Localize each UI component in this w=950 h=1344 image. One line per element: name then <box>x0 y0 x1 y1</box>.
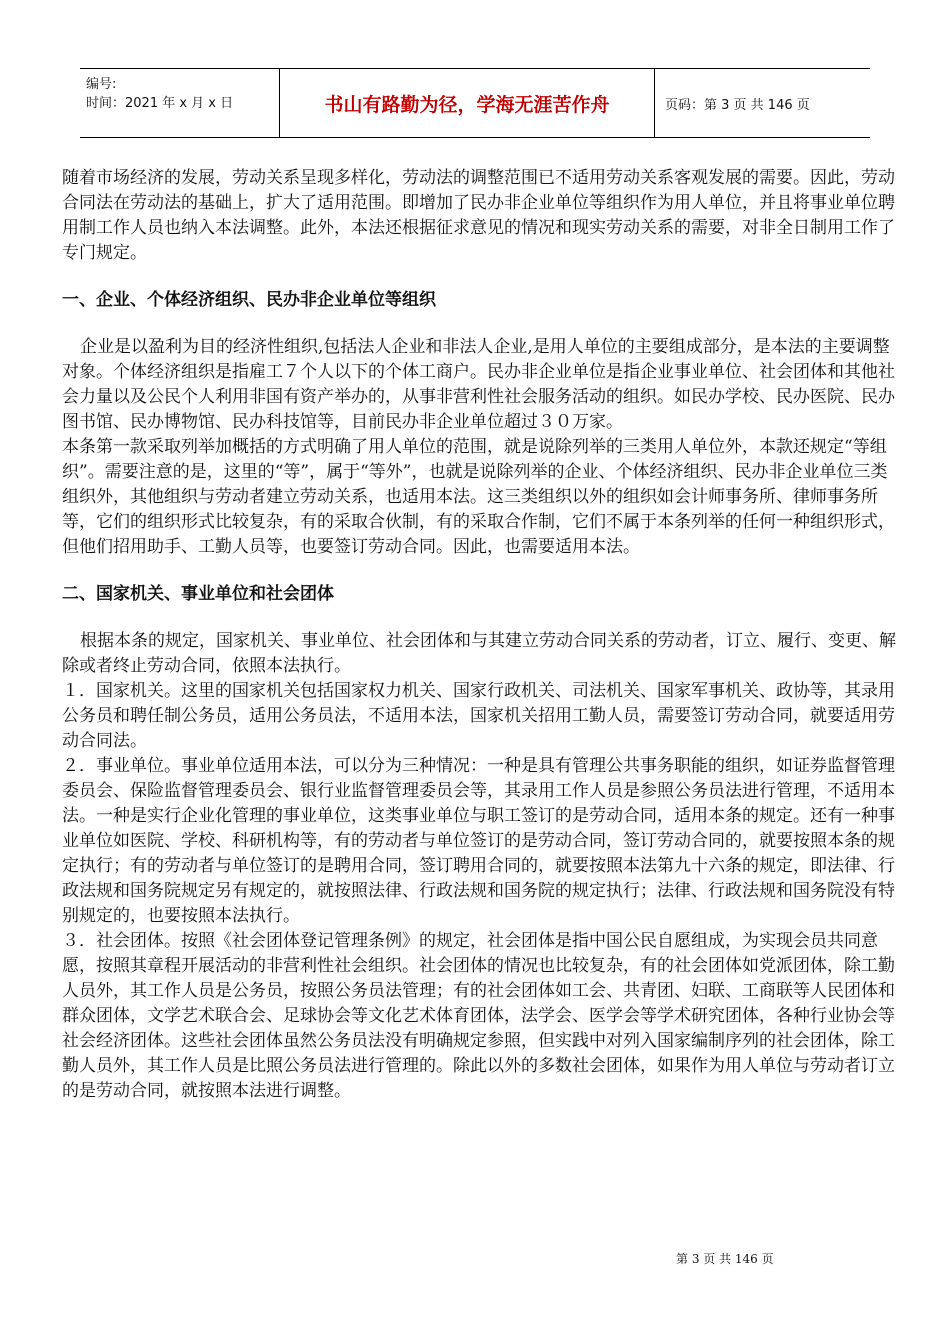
section-2-paragraph-1: 根据本条的规定，国家机关、事业单位、社会团体和与其建立劳动合同关系的劳动者，订立、履行、变更、解除或者终止劳动合同，依照本法执行。 <box>62 631 896 676</box>
intro-paragraph: 随着市场经济的发展，劳动关系呈现多样化，劳动法的调整范围已不适用劳动关系客观发展的需要。因此，劳动合同法在劳动法的基础上，扩大了适用范围。即增加了民办非企业单位等组织作为用人单位，并且将事业单位聘用制工作人员也纳入本法调整。此外，本法还根据征求意见的情况和现实劳动关系的需要，对非全日制用工作了专门规定。 <box>62 168 895 263</box>
header-meta <box>80 69 280 137</box>
time-label: 时间：2021 年 x 月 x 日 <box>86 96 234 111</box>
header-page-info: 页码：第 3 页 共 146 页 <box>665 97 810 113</box>
page-footer: 第 3 页 共 146 页 <box>676 1252 774 1266</box>
section-1-paragraph-1: 企业是以盈利为目的经济性组织,包括法人企业和非法人企业,是用人单位的主要组成部分，是本法的主要调整对象。个体经济组织是指雇工７个人以下的个体工商户。民办非企业单位是指企业事业单位、社会团体和其他社会力量以及公民个人利用非国有资产举办的，从事非营利性社会服务活动的组织。如民办学校、民办医院、民办图书馆、民办博物馆、民办科技馆等，目前民办非企业单位超过３０万家。 <box>62 337 895 432</box>
code-label: 编号: <box>86 77 117 92</box>
section-2-heading: 二、国家机关、事业单位和社会团体 <box>62 584 334 604</box>
section-1-heading: 一、企业、个体经济组织、民办非企业单位等组织 <box>62 290 436 310</box>
section-2-item-3: ３．社会团体。按照《社会团体登记管理条例》的规定，社会团体是指中国公民自愿组成，为实现会员共同意愿，按照其章程开展活动的非营利性社会组织。社会团体的情况也比较复杂，有的社会团体如党派团体，除工勤人员外，其工作人员是公务员，按照公务员法管理；有的社会团体如工会、共青团、妇联、工商联等人民团体和群众团体，文学艺术联合会、足球协会等文化艺术体育团体，法学会、医学会等学术研究团体，各种行业协会等社会经济团体。这些社会团体虽然公务员法没有明确规定参照，但实践中对列入国家编制序列的社会团体，除工勤人员外，其工作人员是比照公务员法进行管理的。除此以外的多数社会团体，如果作为用人单位与劳动者订立的是劳动合同，就按照本法进行调整。 <box>62 931 895 1101</box>
section-2-item-1: １．国家机关。这里的国家机关包括国家权力机关、国家行政机关、司法机关、国家军事机关、政协等，其录用公务员和聘任制公务员，适用公务员法，不适用本法，国家机关招用工勤人员，需要签订劳动合同，就要适用劳动合同法。 <box>62 681 895 751</box>
header-motto: 书山有路勤为径，学海无涯苦作舟 <box>280 69 655 137</box>
document-body <box>62 166 897 1104</box>
section-2-item-2: ２．事业单位。事业单位适用本法，可以分为三种情况：一种是具有管理公共事务职能的组织，如证券监督管理委员会、保险监督管理委员会、银行业监督管理委员会等，其录用工作人员是参照公务员法进行管理，不适用本法。一种是实行企业化管理的事业单位，这类事业单位与职工签订的是劳动合同，适用本条的规定。还有一种事业单位如医院、学校、科研机构等，有的劳动者与单位签订的是劳动合同，签订劳动合同的，就要按照本条的规定执行；有的劳动者与单位签订的是聘用合同，签订聘用合同的，就要按照本法第九十六条的规定，即法律、行政法规和国务院规定另有规定的，就按照法律、行政法规和国务院的规定执行；法律、行政法规和国务院没有特别规定的，也要按照本法执行。 <box>62 756 895 926</box>
section-1-paragraph-2: 本条第一款采取列举加概括的方式明确了用人单位的范围，就是说除列举的三类用人单位外，本款还规定“等组织”。需要注意的是，这里的“等”，属于“等外”，也就是说除列举的企业、个体经济组织、民办非企业单位三类组织外，其他组织与劳动者建立劳动关系，也适用本法。这三类组织以外的组织如会计师事务所、律师事务所等，它们的组织形式比较复杂，有的采取合伙制，有的采取合作制，它们不属于本条列举的任何一种组织形式，但他们招用助手、工勤人员等，也要签订劳动合同。因此，也需要适用本法。 <box>62 437 895 557</box>
page-header <box>80 68 870 138</box>
